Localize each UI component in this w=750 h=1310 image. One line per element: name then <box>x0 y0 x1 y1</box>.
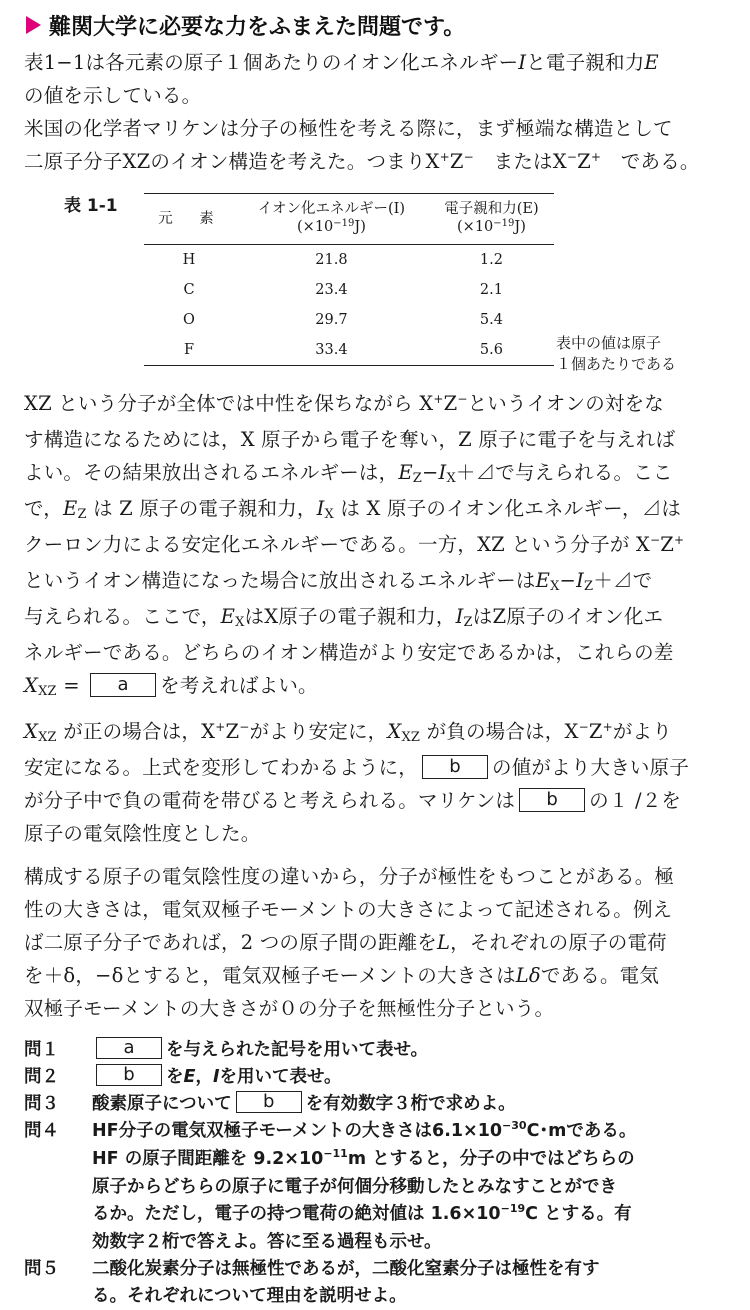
question-1 <box>24 1037 726 1064</box>
question-text <box>92 1037 726 1064</box>
question-text <box>92 1256 726 1310</box>
p1-text: というイオンの対をな <box>467 392 665 415</box>
p1-text: を考えればよい。 <box>160 674 318 697</box>
subscript: XZ <box>38 684 57 699</box>
cell-affinity: 5.4 <box>479 312 503 328</box>
superscript: + <box>215 720 226 734</box>
p3-line: 性の大きさは，電気双極子モーメントの大きさによって記述される。例え <box>24 898 673 921</box>
cell-element: F <box>183 342 195 358</box>
q-line <box>92 1118 726 1146</box>
intro-text: と電子親和力 <box>526 51 645 74</box>
answer-box-a: a <box>96 1037 162 1059</box>
p3-text: である。電気 <box>540 964 660 987</box>
question-2 <box>24 1064 726 1091</box>
q-line: る。それぞれについて理由を説明せよ。 <box>92 1286 407 1306</box>
subscript: Z <box>463 615 473 630</box>
intro-line-3: 米国の化学者マリケンは分子の極性を考える際に，まず極端な構造として <box>24 117 673 140</box>
table-header-row <box>144 194 554 245</box>
q-text: C･mである。 <box>526 1121 637 1141</box>
p2-text: Z <box>588 720 603 743</box>
answer-box-b: b <box>96 1064 162 1086</box>
table-row <box>144 305 554 335</box>
p2-text: の１ /２を <box>589 789 682 812</box>
subscript: XZ <box>401 730 421 745</box>
cell-affinity: 1.2 <box>479 252 503 268</box>
header-unit <box>429 218 554 238</box>
symbol-E: E <box>183 1067 196 1087</box>
superscript: −19 <box>493 218 515 229</box>
header-unit <box>234 218 429 238</box>
subscript: Z <box>583 579 594 594</box>
p1-line <box>24 564 726 600</box>
p1-text: は Z 原子の電子親和力， <box>86 497 317 520</box>
p3-line <box>24 959 726 992</box>
body-paragraph-1 <box>24 387 726 705</box>
question-5 <box>24 1256 726 1310</box>
p1-text: Z <box>443 392 458 415</box>
question-text <box>92 1118 726 1256</box>
q-text: HF の原子間距離を 9.2×10 <box>92 1149 324 1169</box>
symbol-I: I <box>576 569 584 592</box>
p3-line: 双極子モーメントの大きさが０の分子を無極性分子という。 <box>24 997 555 1020</box>
p1-line <box>24 456 726 492</box>
subscript: X <box>324 507 335 522</box>
superscript: − <box>457 392 468 406</box>
superscript: + <box>433 392 444 406</box>
p1-text: ＋⊿で <box>593 569 653 592</box>
section-header <box>24 8 726 42</box>
p2-text: がより <box>612 720 672 743</box>
header-text: イオン化エネルギー(I) <box>257 201 405 217</box>
symbol-I: I <box>455 605 464 628</box>
intro-text: Z <box>449 150 464 173</box>
intro-text: またはX <box>473 150 567 173</box>
subscript: XZ <box>38 730 57 745</box>
header-text: J) <box>354 219 366 235</box>
p1-text: Z <box>660 533 675 556</box>
superscript: − <box>566 150 578 164</box>
body-paragraph-2 <box>24 715 726 850</box>
p1-text: というイオン構造になった場合に放出されるエネルギーは <box>24 569 536 592</box>
p2-text: Z <box>225 720 240 743</box>
p2-text: の値がより大きい原子 <box>492 756 690 779</box>
questions <box>24 1037 726 1310</box>
p1-text: 与えられる。ここで， <box>24 605 221 628</box>
superscript: −11 <box>323 1147 348 1160</box>
table-note-line: 表中の値は原子 <box>556 334 662 352</box>
superscript: − <box>578 720 589 734</box>
body-paragraph-3 <box>24 860 726 1025</box>
answer-box-b: b <box>236 1091 302 1113</box>
q-text: m とすると，分子の中ではどちらの <box>347 1149 635 1169</box>
p2-line <box>24 751 726 784</box>
question-number: 問４ <box>24 1121 59 1141</box>
superscript: −30 <box>502 1119 527 1132</box>
p2-text: がより安定に， <box>249 720 388 743</box>
question-text <box>92 1064 726 1091</box>
p1-text: XZ という分子が全体では中性を保ちながら X <box>24 392 434 415</box>
p3-line <box>24 926 726 959</box>
header-text: (×10 <box>297 219 334 235</box>
symbol-E: E <box>220 605 236 628</box>
superscript: − <box>239 720 250 734</box>
question-text <box>92 1091 726 1118</box>
superscript: + <box>590 150 602 164</box>
symbol-L-delta: Lδ <box>515 964 541 987</box>
p1-text: よい。その結果放出されるエネルギーは， <box>24 461 399 484</box>
symbol-E: E <box>644 51 659 74</box>
subscript: Z <box>77 507 87 522</box>
cell-affinity: 2.1 <box>479 282 503 298</box>
intro-text: である。 <box>601 150 700 173</box>
superscript: − <box>463 150 474 164</box>
table-row <box>144 275 554 305</box>
q-text: を <box>166 1067 184 1087</box>
p1-text: で， <box>24 497 64 520</box>
q-text: ， <box>195 1067 213 1087</box>
header-text: (×10 <box>457 219 494 235</box>
p1-line <box>24 600 726 636</box>
p1-text: = <box>56 674 87 697</box>
cell-affinity: 5.6 <box>479 342 503 358</box>
question-number: 問３ <box>24 1094 59 1114</box>
table-note <box>556 333 676 375</box>
symbol-I: I <box>518 51 527 74</box>
q-text: HF分子の電気双極子モーメントの大きさは6.1×10 <box>92 1121 503 1141</box>
header-text: 電子親和力(E) <box>444 201 539 217</box>
table-section <box>24 185 726 381</box>
superscript: −19 <box>500 1202 526 1215</box>
q-line: 原子からどちらの原子に電子が何個分移動したとみなすことができ <box>92 1177 617 1197</box>
intro-paragraph <box>24 46 726 181</box>
table-caption: 表 1-1 <box>64 196 118 216</box>
cell-element: H <box>182 252 196 268</box>
p1-text: クーロン力による安定化エネルギーである。一方，XZ という分子が X <box>24 533 651 556</box>
answer-box-a: a <box>90 673 156 697</box>
p2-text: が正の場合は，X <box>56 720 216 743</box>
p1-text: − <box>421 461 439 484</box>
question-4 <box>24 1118 726 1256</box>
p3-text: ，それぞれの原子の電荷 <box>450 931 667 954</box>
superscript: −19 <box>333 218 355 229</box>
q-text: を有効数字３桁で求めよ。 <box>305 1094 516 1114</box>
subscript: X <box>550 579 560 594</box>
p2-line <box>24 784 726 817</box>
table-row <box>144 245 554 276</box>
question-3 <box>24 1091 726 1118</box>
subscript: X <box>235 615 245 630</box>
p1-text: は X 原子のイオン化エネルギー，⊿は <box>334 497 682 520</box>
symbol-I: I <box>438 461 447 484</box>
p1-line <box>24 669 726 705</box>
symbol-X: X <box>24 720 39 743</box>
p2-line <box>24 715 726 751</box>
intro-text: 表1−1は各元素の原子１個あたりのイオン化エネルギー <box>24 51 519 74</box>
intro-line-2: の値を示している。 <box>24 84 202 107</box>
p2-line: 原子の電気陰性度とした。 <box>24 822 261 845</box>
q-text: 酸素原子について <box>92 1094 232 1114</box>
symbol-E: E <box>63 497 78 520</box>
intro-line-4 <box>24 145 726 181</box>
q-text: C とする。有 <box>525 1204 632 1224</box>
cell-element: O <box>183 312 195 328</box>
p1-line <box>24 528 726 564</box>
q-line: 効数字２桁で答えよ。答に至る過程も示せ。 <box>92 1232 442 1252</box>
p1-text: ＋⊿で与えられる。ここ <box>455 461 673 484</box>
q-line <box>92 1201 726 1229</box>
triangle-marker-icon <box>26 16 41 34</box>
superscript: + <box>602 720 613 734</box>
q-line: 二酸化炭素分子は無極性であるが，二酸化窒素分子は極性を有す <box>92 1259 600 1279</box>
superscript: + <box>439 150 450 164</box>
table-note-line: １個あたりである <box>556 355 677 373</box>
p1-line: ネルギーである。どちらのイオン構造がより安定であるかは，これらの差 <box>24 641 674 664</box>
p1-text: はX原子の電子親和力， <box>244 605 456 628</box>
header-ionization <box>234 194 429 245</box>
cell-element: C <box>183 282 195 298</box>
intro-line-1 <box>24 46 726 79</box>
q-text: を与えられた記号を用いて表せ。 <box>166 1040 428 1060</box>
symbol-E: E <box>535 569 551 592</box>
superscript: − <box>650 533 661 547</box>
element-table <box>144 193 554 366</box>
question-number: 問５ <box>24 1259 59 1279</box>
intro-text: 二原子分子XZのイオン構造を考えた。つまりX <box>24 150 440 173</box>
q-text: を用いて表せ。 <box>219 1067 342 1087</box>
symbol-I: I <box>212 1067 220 1087</box>
p1-line <box>24 492 726 528</box>
p1-line <box>24 387 726 423</box>
header-affinity <box>429 194 554 245</box>
cell-ionization: 29.7 <box>315 312 348 328</box>
p1-text: はZ原子のイオン化エ <box>472 605 664 628</box>
symbol-L: L <box>437 931 451 954</box>
p2-text: が分子中で負の電荷を帯びると考えられる。マリケンは <box>24 789 516 812</box>
cell-ionization: 21.8 <box>315 252 348 268</box>
q-line <box>92 1146 726 1174</box>
symbol-E: E <box>398 461 413 484</box>
table-row <box>144 335 554 366</box>
superscript: + <box>674 533 685 547</box>
intro-text: Z <box>577 150 591 173</box>
question-number: 問２ <box>24 1067 59 1087</box>
answer-box-b: b <box>519 788 585 812</box>
header-title: 難関大学に必要な力をふまえた問題です。 <box>49 14 466 40</box>
header-element: 元 素 <box>158 211 220 227</box>
header-text: J) <box>514 219 526 235</box>
symbol-X: X <box>24 674 39 697</box>
subscript: X <box>446 471 456 486</box>
p3-text: を＋δ，−δとすると，電気双極子モーメントの大きさは <box>24 964 516 987</box>
question-number: 問１ <box>24 1040 59 1060</box>
cell-ionization: 33.4 <box>315 342 348 358</box>
symbol-I: I <box>316 497 325 520</box>
q-text: るか。ただし，電子の持つ電荷の絶対値は 1.6×10 <box>92 1204 501 1224</box>
subscript: Z <box>412 471 422 486</box>
p2-text: 安定になる。上式を変形してわかるように， <box>24 756 419 779</box>
problem-page <box>24 8 726 1310</box>
p3-line: 構成する原子の電気陰性度の違いから，分子が極性をもつことがある。極 <box>24 865 675 888</box>
answer-box-b: b <box>422 755 488 779</box>
p1-text: − <box>559 569 577 592</box>
symbol-X: X <box>387 720 402 743</box>
p2-text: が負の場合は，X <box>420 720 579 743</box>
p3-text: ば二原子分子であれば，2 つの原子間の距離を <box>24 931 438 954</box>
p1-line: す構造になるためには，X 原子から電子を奪い，Z 原子に電子を与えれば <box>24 428 676 451</box>
cell-ionization: 23.4 <box>315 282 348 298</box>
